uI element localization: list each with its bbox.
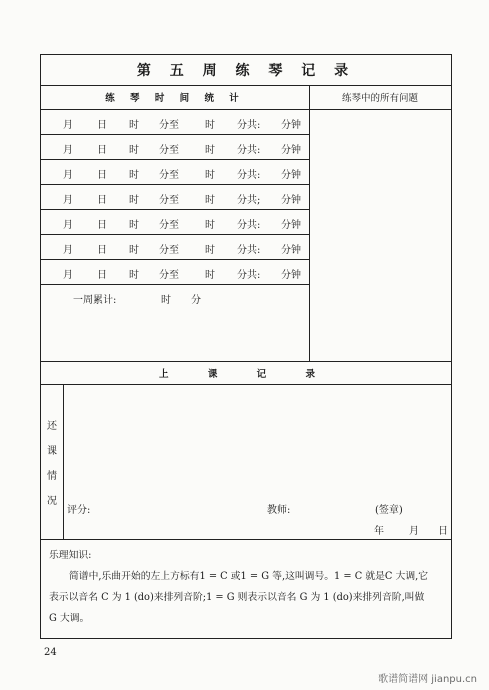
practice-time-header: 练 琴 时 间 统 计	[41, 85, 309, 110]
day-label: 日	[97, 195, 107, 206]
homework-status-label	[41, 385, 64, 539]
minutes-label: 分钟	[281, 170, 301, 181]
month-label: 月	[63, 145, 73, 156]
minutes-label: 分钟	[281, 145, 301, 156]
total-label: 分共:	[237, 120, 261, 131]
month-label: 月	[63, 245, 73, 256]
site-watermark: 歌谱简谱网 jianpu.cn	[378, 674, 477, 685]
lesson-notes-area	[63, 385, 451, 539]
side-label-char: 还	[47, 421, 57, 432]
teacher-label: 教师:	[267, 505, 291, 516]
practice-section	[41, 85, 451, 361]
practice-row	[41, 235, 309, 260]
practice-questions-column	[309, 85, 451, 361]
weekly-total-minute: 分	[191, 295, 201, 306]
month-label: 月	[409, 526, 419, 537]
total-label: 分共:	[237, 220, 261, 231]
month-label: 月	[63, 120, 73, 131]
lesson-record-title: 上 课 记 录	[41, 361, 451, 385]
from-label: 分至	[159, 170, 179, 181]
to-hour-label: 时	[205, 145, 215, 156]
month-label: 月	[63, 170, 73, 181]
side-label-char: 课	[47, 446, 57, 457]
day-label: 日	[438, 526, 448, 537]
month-label: 月	[63, 195, 73, 206]
total-label: 分共:	[237, 270, 261, 281]
from-label: 分至	[159, 145, 179, 156]
theory-paragraph: 表示以音名 C 为 1 (do)来排列音阶;1 = G 则表示以音名 G 为 1 (do)来排列音阶,叫做	[49, 592, 425, 603]
day-label: 日	[97, 120, 107, 131]
hour-label: 时	[129, 220, 139, 231]
to-hour-label: 时	[205, 195, 215, 206]
minutes-label: 分钟	[281, 270, 301, 281]
weekly-total-row	[41, 285, 309, 309]
to-hour-label: 时	[205, 120, 215, 131]
side-label-char: 况	[47, 496, 57, 507]
hour-label: 时	[129, 170, 139, 181]
total-label: 分共:	[237, 245, 261, 256]
minutes-label: 分钟	[281, 245, 301, 256]
from-label: 分至	[159, 270, 179, 281]
total-label: 分共:	[237, 170, 261, 181]
weekly-total-label: 一周累计:	[73, 295, 117, 306]
practice-row	[41, 210, 309, 235]
theory-paragraph: G 大调。	[49, 613, 90, 624]
practice-time-table	[41, 85, 310, 361]
practice-row	[41, 160, 309, 185]
month-label: 月	[63, 270, 73, 281]
to-hour-label: 时	[205, 245, 215, 256]
from-label: 分至	[159, 195, 179, 206]
from-label: 分至	[159, 245, 179, 256]
practice-row	[41, 260, 309, 285]
seal-label: (签章)	[375, 505, 403, 516]
practice-row	[41, 110, 309, 135]
day-label: 日	[97, 170, 107, 181]
page-number: 24	[44, 647, 57, 658]
music-theory-section	[41, 539, 451, 638]
hour-label: 时	[129, 145, 139, 156]
minutes-label: 分钟	[281, 220, 301, 231]
practice-questions-header: 练琴中的所有问题	[309, 85, 451, 110]
lesson-record-section	[41, 385, 451, 540]
hour-label: 时	[129, 195, 139, 206]
practice-record-sheet	[40, 54, 452, 639]
hour-label: 时	[129, 270, 139, 281]
week-title: 第 五 周 练 琴 记 录	[41, 55, 451, 86]
total-label: 分共;	[237, 195, 261, 206]
day-label: 日	[97, 245, 107, 256]
side-label-char: 情	[47, 471, 57, 482]
theory-paragraph: 简谱中,乐曲开始的左上方标有1 = C 或1 = G 等,这叫调号。1 = C 就是C 大调,它	[69, 571, 429, 582]
hour-label: 时	[129, 120, 139, 131]
month-label: 月	[63, 220, 73, 231]
day-label: 日	[97, 220, 107, 231]
minutes-label: 分钟	[281, 120, 301, 131]
to-hour-label: 时	[205, 170, 215, 181]
hour-label: 时	[129, 245, 139, 256]
to-hour-label: 时	[205, 220, 215, 231]
score-label: 评分:	[67, 505, 91, 516]
practice-row	[41, 185, 309, 210]
to-hour-label: 时	[205, 270, 215, 281]
minutes-label: 分钟	[281, 195, 301, 206]
from-label: 分至	[159, 220, 179, 231]
year-label: 年	[374, 526, 384, 537]
day-label: 日	[97, 270, 107, 281]
day-label: 日	[97, 145, 107, 156]
theory-heading: 乐理知识:	[49, 550, 92, 561]
from-label: 分至	[159, 120, 179, 131]
total-label: 分共:	[237, 145, 261, 156]
practice-row	[41, 135, 309, 160]
weekly-total-hour: 时	[161, 295, 171, 306]
